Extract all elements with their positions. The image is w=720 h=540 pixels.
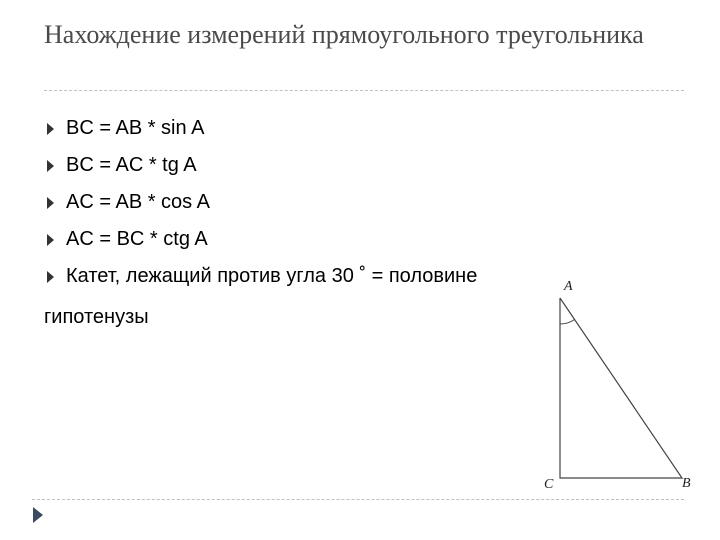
- bullet-arrow-icon: [47, 234, 54, 246]
- triangle-outline: [560, 298, 682, 478]
- footer-divider: [32, 499, 684, 500]
- bullet-item: [44, 184, 604, 221]
- vertex-label-b: B: [682, 476, 691, 491]
- vertex-label-c: C: [544, 477, 554, 492]
- bullet-arrow-icon: [47, 123, 54, 135]
- right-triangle-figure: [530, 272, 710, 494]
- angle-a-arc: [560, 320, 575, 325]
- bullet-arrow-icon: [47, 197, 54, 209]
- bullet-text: Катет, лежащий против угла 30 ˚ = половине: [66, 265, 478, 287]
- slide-title: Нахождение измерений прямоугольного треугольника: [44, 20, 644, 49]
- bullet-text: AC = AB * cos A: [66, 191, 210, 213]
- bullet-item: [44, 221, 604, 258]
- title-divider: [44, 90, 684, 91]
- bullet-text: BC = AB * sin A: [66, 117, 205, 139]
- slide-nav-arrow-icon[interactable]: [33, 507, 43, 523]
- bullet-arrow-icon: [47, 271, 54, 283]
- bullet-continuation: гипотенузы: [44, 306, 149, 328]
- bullet-arrow-icon: [47, 160, 54, 172]
- bullet-item: [44, 110, 604, 147]
- vertex-label-a: A: [564, 279, 573, 294]
- bullet-text: AC = BC * ctg A: [66, 228, 208, 250]
- bullet-item: [44, 147, 604, 184]
- bullet-list: [44, 110, 604, 295]
- bullet-item: [44, 258, 604, 295]
- bullet-text: BC = AC * tg A: [66, 154, 197, 176]
